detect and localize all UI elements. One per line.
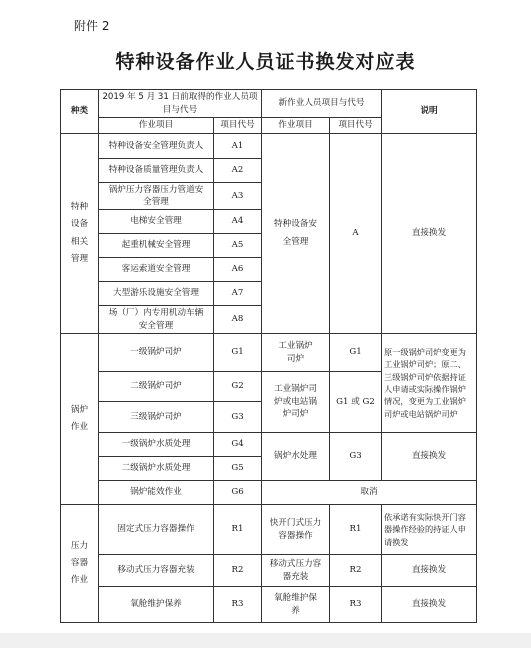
note-r2: 直接换发 — [382, 555, 477, 587]
new-item-r2: 移动式压力容器充装 — [262, 555, 330, 587]
attachment-label: 附件 2 — [74, 19, 110, 33]
table-cell-code: A3 — [214, 183, 262, 210]
table-cell-code: G3 — [214, 402, 262, 433]
header-item: 作业项目 — [99, 118, 214, 134]
table-cell-item: 客运索道安全管理 — [99, 258, 214, 282]
header-code: 项目代号 — [214, 118, 262, 134]
new-code-safety: A — [330, 134, 382, 334]
new-code-g2: G1 或 G2 — [330, 372, 382, 433]
header-old-group: 2019 年 5 月 31 日前取得的作业人员项目与代号 — [99, 90, 262, 118]
table-cell-item: 固定式压力容器操作 — [99, 505, 214, 555]
note-r1: 依承诺有实际快开门容器操作经验的持证人申请换发 — [382, 505, 477, 555]
table-cell-code: A2 — [214, 159, 262, 183]
header-new-group: 新作业人员项目与代号 — [262, 90, 382, 118]
table-cell-item: 锅炉压力容器压力管道安全管理 — [99, 183, 214, 210]
new-code-r2: R2 — [330, 555, 382, 587]
table-cell-code: A6 — [214, 258, 262, 282]
table-cell-item: 氧舱维护保养 — [99, 587, 214, 623]
table-cell-item: 特种设备安全管理负责人 — [99, 134, 214, 159]
header-new-item: 作业项目 — [262, 118, 330, 134]
new-item-safety: 特种设备安全管理 — [262, 134, 330, 334]
certificate-mapping-table — [60, 89, 477, 623]
table-cell-item: 大型游乐设施安全管理 — [99, 282, 214, 306]
header-category: 种类 — [61, 90, 99, 134]
note-water: 直接换发 — [382, 433, 477, 481]
table-cell-code: G1 — [214, 334, 262, 372]
note-safety: 直接换发 — [382, 134, 477, 334]
table-cell-code: A7 — [214, 282, 262, 306]
table-cell-item: 场（厂）内专用机动车辆安全管理 — [99, 306, 214, 334]
new-item-r3: 氧舱维护保养 — [262, 587, 330, 623]
new-code-r3: R3 — [330, 587, 382, 623]
category-boiler: 锅炉作业 — [61, 334, 99, 505]
new-code-r1: R1 — [330, 505, 382, 555]
category-safety: 特种设备相关管理 — [61, 134, 99, 334]
new-item-g2: 工业锅炉司炉或电站锅炉司炉 — [262, 372, 330, 433]
note-boiler-operator: 原一级锅炉司炉变更为工业锅炉司炉；原二、三级锅炉司炉依据持证人申请或实际操作锅炉情况，变更为工业锅炉司炉或电站锅炉司炉 — [382, 334, 477, 433]
table-cell-item: 一级锅炉水质处理 — [99, 433, 214, 457]
new-code-water: G3 — [330, 433, 382, 481]
new-code-g1: G1 — [330, 334, 382, 372]
table-cell-code: A4 — [214, 210, 262, 234]
table-cell-code: R2 — [214, 555, 262, 587]
table-cell-code: G4 — [214, 433, 262, 457]
page-title: 特种设备作业人员证书换发对应表 — [115, 51, 416, 73]
cancel-cell: 取消 — [262, 481, 477, 505]
header-note: 说明 — [382, 90, 477, 134]
note-r3: 直接换发 — [382, 587, 477, 623]
table-cell-item: 三级锅炉司炉 — [99, 402, 214, 433]
table-cell-item: 二级锅炉司炉 — [99, 372, 214, 402]
table-cell-item: 电梯安全管理 — [99, 210, 214, 234]
table-cell-item: 二级锅炉水质处理 — [99, 457, 214, 481]
table-cell-code: A1 — [214, 134, 262, 159]
table-cell-code: G6 — [214, 481, 262, 505]
table-cell-item: 移动式压力容器充装 — [99, 555, 214, 587]
table-cell-code: R1 — [214, 505, 262, 555]
table-cell-item: 锅炉能效作业 — [99, 481, 214, 505]
table-cell-item: 一级锅炉司炉 — [99, 334, 214, 372]
table-cell-item: 特种设备质量管理负责人 — [99, 159, 214, 183]
new-item-water: 锅炉水处理 — [262, 433, 330, 481]
table-cell-code: G2 — [214, 372, 262, 402]
new-item-g1: 工业锅炉司炉 — [262, 334, 330, 372]
new-item-r1: 快开门式压力容器操作 — [262, 505, 330, 555]
table-cell-code: G5 — [214, 457, 262, 481]
table-cell-code: A8 — [214, 306, 262, 334]
table-cell-code: R3 — [214, 587, 262, 623]
category-pressure: 压力容器作业 — [61, 505, 99, 623]
table-cell-item: 起重机械安全管理 — [99, 234, 214, 258]
page-footer-band — [0, 633, 531, 648]
header-new-code: 项目代号 — [330, 118, 382, 134]
table-cell-code: A5 — [214, 234, 262, 258]
